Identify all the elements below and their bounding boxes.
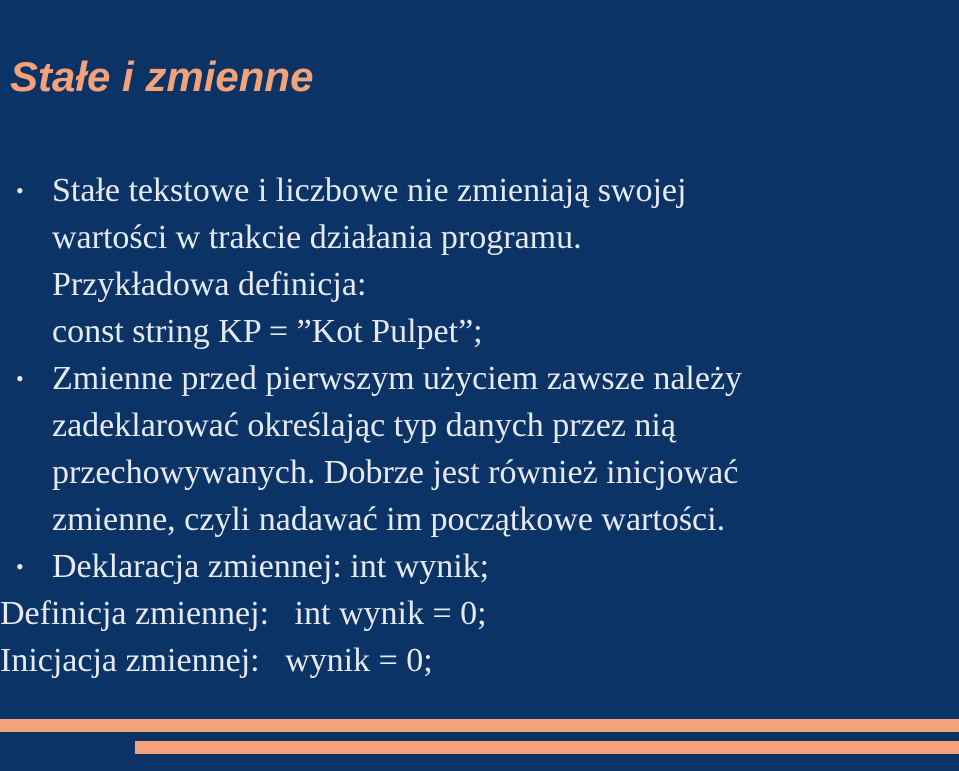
code-line: Inicjacja zmiennej: wynik = 0; [0, 642, 433, 679]
text-line: Przykładowa definicja: [52, 266, 367, 303]
text-line: zadeklarować określając typ danych przez nią [52, 407, 676, 444]
bullet-item-declaration [0, 543, 959, 684]
decorative-bar-bottom [135, 741, 959, 754]
code-line: const string KP = ”Kot Pulpet”; [52, 313, 483, 350]
bullet-item-constants [0, 167, 959, 355]
bullet-icon: • [16, 554, 24, 579]
code-line: Deklaracja zmiennej: int wynik; [52, 548, 490, 585]
bullet-icon: • [16, 178, 24, 203]
bullet-item-variables [0, 355, 959, 543]
slide-content [0, 167, 959, 684]
text-line: Stałe tekstowe i liczbowe nie zmieniają swojej [52, 172, 687, 209]
code-line: Definicja zmiennej: int wynik = 0; [0, 595, 487, 632]
slide-title: Stałe i zmienne [10, 53, 314, 100]
text-line: zmienne, czyli nadawać im początkowe wartości. [52, 501, 726, 538]
decorative-bar-top [0, 719, 959, 732]
text-line: Zmienne przed pierwszym użyciem zawsze należy [52, 360, 743, 397]
text-line: wartości w trakcie działania programu. [52, 219, 582, 256]
text-line: przechowywanych. Dobrze jest również inicjować [52, 454, 739, 491]
bullet-icon: • [16, 366, 24, 391]
